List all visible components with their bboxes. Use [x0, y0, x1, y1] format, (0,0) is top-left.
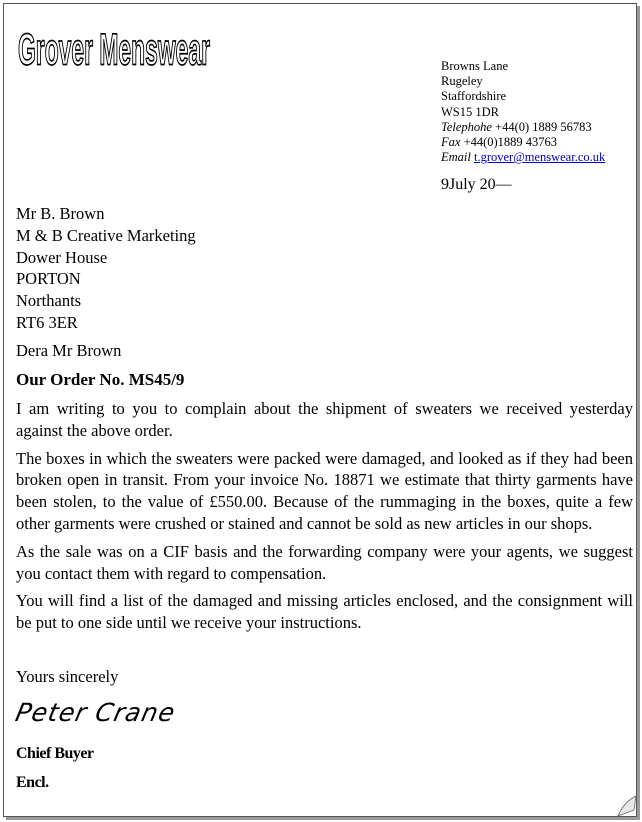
body-paragraph: You will find a list of the damaged and missing articles enclosed, and the consignment will be put to one side until we receive your instructions. — [16, 591, 633, 633]
recipient-line: RT6 3ER — [16, 312, 78, 332]
fax-label: Fax — [441, 135, 461, 150]
recipient-line: M & B Creative Marketing — [16, 225, 196, 245]
enclosure-note: Encl. — [16, 774, 49, 791]
address-line: Rugeley — [441, 74, 483, 89]
page-curl-icon — [614, 794, 636, 816]
recipient-line: Mr B. Brown — [16, 204, 105, 223]
recipient-line: Northants — [16, 291, 82, 311]
body-paragraph: The boxes in which the sweaters were packed were damaged, and looked as if they had been broken open in transit. From your invoice No. 18871 we estimate that thirty garments have been stolen, to the value of £550.00. Because of the rummaging in the boxes, quite a few other garments were crushed or stained and cannot be sold as new articles in our shops. — [16, 448, 633, 533]
sender-address — [441, 59, 605, 165]
address-line: Staffordshire — [441, 89, 507, 104]
letter-date: 9July 20— — [441, 176, 512, 193]
closing: Yours sincerely — [16, 667, 119, 686]
email-line — [441, 150, 605, 165]
body-paragraph: I am writing to you to complain about the shipment of sweaters we received yesterday against the above order. — [16, 399, 633, 440]
recipient-address — [16, 203, 196, 334]
address-line: Browns Lane — [441, 59, 508, 73]
company-logo — [16, 16, 216, 77]
fax-line — [441, 135, 605, 150]
salutation: Dera Mr Brown — [16, 341, 122, 360]
fax-number: +44(0)1889 43763 — [463, 135, 558, 150]
telephone-label: Telephohe — [441, 119, 492, 134]
recipient-line: Dower House — [16, 247, 108, 267]
recipient-line: PORTON — [16, 269, 81, 289]
signature: Peter Crane — [12, 698, 179, 727]
signatory-title: Chief Buyer — [16, 745, 94, 762]
email-label: Email — [441, 150, 471, 165]
body-paragraph: As the sale was on a CIF basis and the forwarding company were your agents, we suggest you contact them with regard to compensation. — [16, 541, 633, 583]
telephone-line — [441, 120, 605, 135]
svg-text:Grover Menswear: Grover Menswear — [18, 25, 211, 75]
letter-page — [3, 3, 637, 817]
telephone-number: +44(0) 1889 56783 — [495, 119, 592, 134]
letter-body — [16, 398, 633, 640]
address-line: WS15 1DR — [441, 104, 499, 119]
subject-line: Our Order No. MS45/9 — [16, 370, 185, 389]
email-link[interactable]: t.grover@menswear.co.uk — [473, 150, 606, 165]
